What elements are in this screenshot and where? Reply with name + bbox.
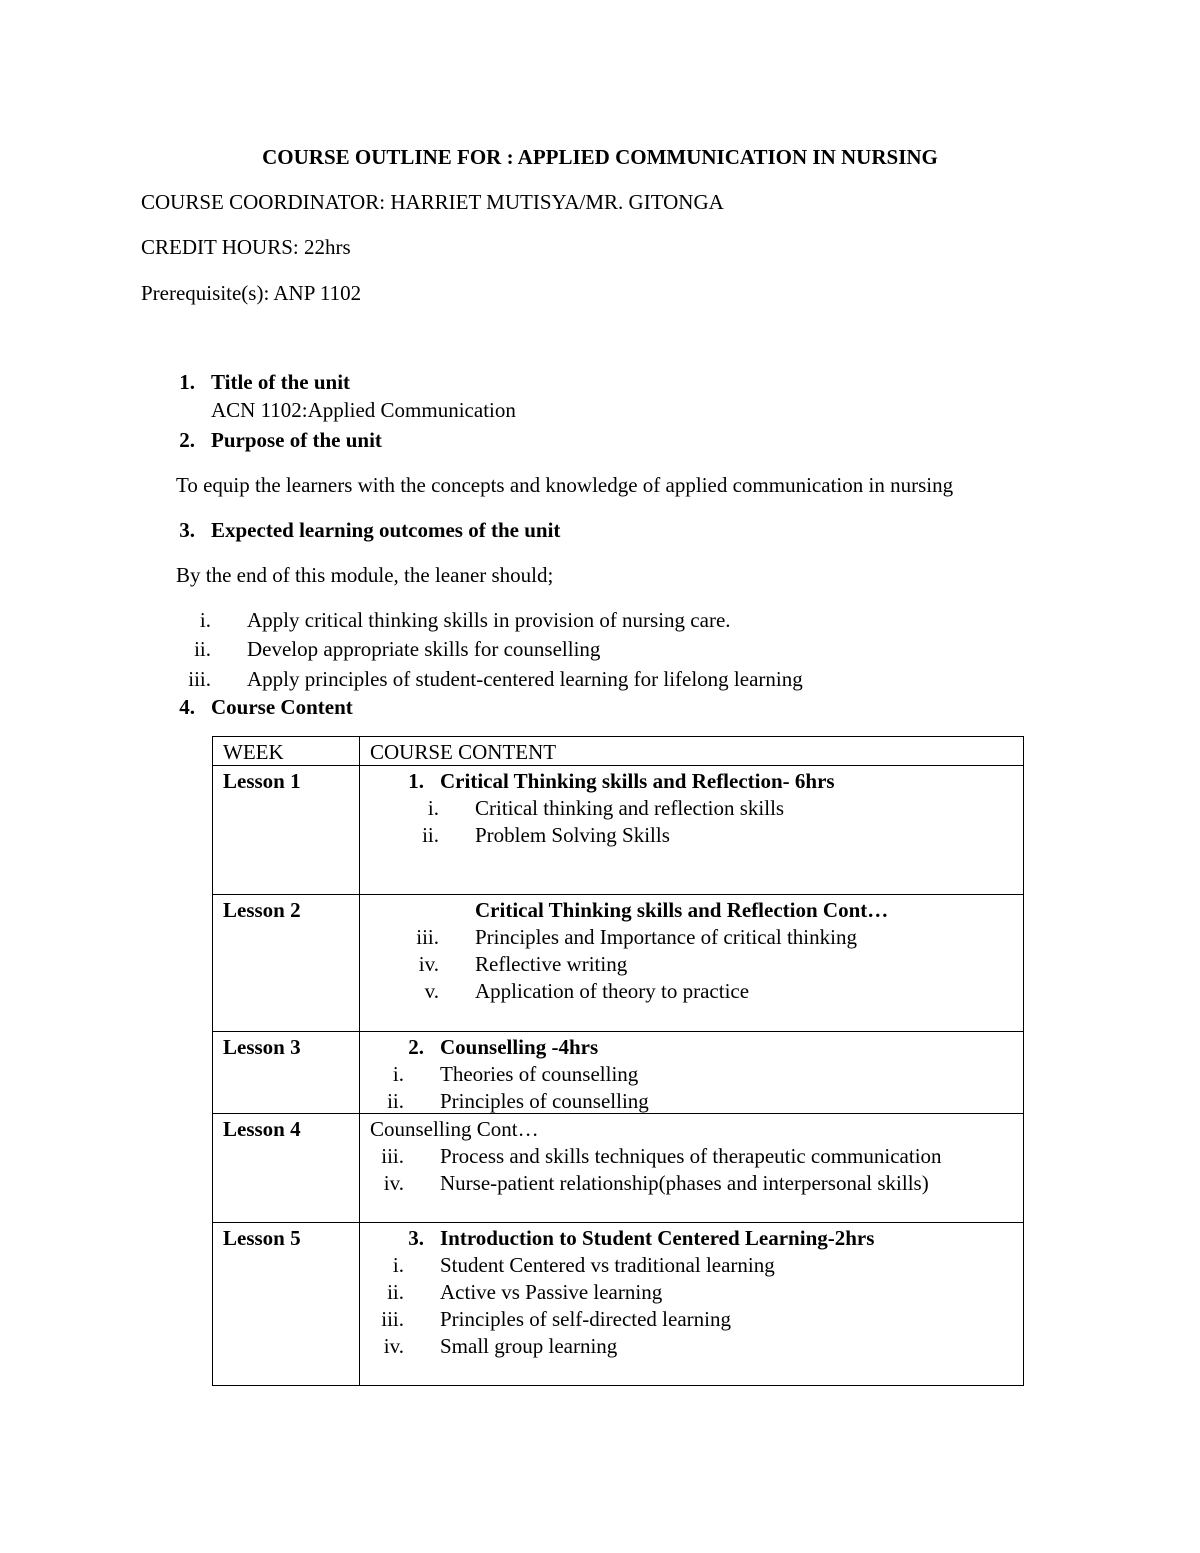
week-cell	[213, 1114, 360, 1223]
week-label: Lesson 3	[223, 1035, 301, 1059]
week-label: Lesson 4	[223, 1117, 301, 1141]
header-label: WEEK	[223, 740, 284, 764]
topic-number: 2.	[408, 1035, 424, 1059]
item-text: Critical thinking and reflection skills	[475, 796, 785, 820]
outcome-text: Apply critical thinking skills in provision of nursing care.	[247, 608, 731, 632]
item-text: Reflective writing	[475, 952, 628, 976]
content-cell	[360, 1223, 1024, 1386]
item-number: v.	[424, 979, 439, 1003]
topic-title: Counselling Cont…	[370, 1117, 539, 1141]
outcome-text: Develop appropriate skills for counselling	[247, 637, 601, 661]
section-number: 4.	[179, 695, 195, 719]
table-header-week	[213, 737, 360, 766]
topic-title: Introduction to Student Centered Learning-2hrs	[440, 1226, 875, 1250]
item-number: iv.	[383, 1334, 404, 1358]
table-header-row	[213, 737, 1024, 766]
outcome-number: iii.	[188, 667, 211, 691]
item-text: Principles and Importance of critical thinking	[475, 925, 857, 949]
item-text: Application of theory to practice	[475, 979, 750, 1003]
topic-title: Critical Thinking skills and Reflection Cont…	[475, 898, 889, 922]
content-cell	[360, 766, 1024, 895]
table-row	[213, 895, 1024, 1032]
topic-title: Critical Thinking skills and Reflection- 6hrs	[440, 769, 835, 793]
item-number: iii.	[416, 925, 439, 949]
outcome-number: i.	[199, 608, 211, 632]
item-number: iv.	[383, 1171, 404, 1195]
item-text: Problem Solving Skills	[475, 823, 670, 847]
section-body: By the end of this module, the leaner should;	[176, 563, 554, 587]
item-number: ii.	[422, 823, 439, 847]
week-label: Lesson 2	[223, 898, 301, 922]
content-cell	[360, 895, 1024, 1032]
item-text: Active vs Passive learning	[440, 1280, 663, 1304]
week-label: Lesson 5	[223, 1226, 301, 1250]
item-number: iv.	[418, 952, 439, 976]
item-text: Principles of self-directed learning	[440, 1307, 731, 1331]
section-heading: Course Content	[211, 695, 353, 719]
item-number: i.	[427, 796, 439, 820]
item-text: Small group learning	[440, 1334, 618, 1358]
prerequisite: Prerequisite(s): ANP 1102	[141, 281, 362, 305]
item-number: ii.	[387, 1280, 404, 1304]
table-row	[213, 1114, 1024, 1223]
item-text: Nurse-patient relationship(phases and interpersonal skills)	[440, 1171, 929, 1195]
table-row	[213, 1223, 1024, 1386]
week-cell	[213, 766, 360, 895]
course-coordinator: COURSE COORDINATOR: HARRIET MUTISYA/MR. GITONGA	[141, 190, 724, 214]
week-cell	[213, 1032, 360, 1114]
outcome-number: ii.	[194, 637, 211, 661]
item-text: Process and skills techniques of therapeutic communication	[440, 1144, 942, 1168]
week-cell	[213, 1223, 360, 1386]
content-cell	[360, 1114, 1024, 1223]
table-row	[213, 1032, 1024, 1114]
section-number: 3.	[179, 518, 195, 542]
item-number: i.	[392, 1062, 404, 1086]
outcome-text: Apply principles of student-centered learning for lifelong learning	[247, 667, 803, 691]
table-row	[213, 766, 1024, 895]
item-text: Student Centered vs traditional learning	[440, 1253, 775, 1277]
credit-hours: CREDIT HOURS: 22hrs	[141, 235, 351, 259]
item-number: ii.	[387, 1089, 404, 1113]
table-header-content	[360, 737, 1024, 766]
item-number: iii.	[381, 1144, 404, 1168]
section-heading: Expected learning outcomes of the unit	[211, 518, 561, 542]
item-text: Principles of counselling	[440, 1089, 649, 1113]
topic-number: 3.	[408, 1226, 424, 1250]
section-number: 1.	[179, 370, 195, 394]
section-number: 2.	[179, 428, 195, 452]
course-content-table	[212, 736, 1024, 1386]
section-heading: Title of the unit	[211, 370, 351, 394]
topic-title: Counselling -4hrs	[440, 1035, 599, 1059]
item-text: Theories of counselling	[440, 1062, 639, 1086]
week-label: Lesson 1	[223, 769, 301, 793]
section-body: ACN 1102:Applied Communication	[211, 398, 516, 422]
section-body: To equip the learners with the concepts and knowledge of applied communication in nursing	[176, 473, 954, 497]
document-title: COURSE OUTLINE FOR : APPLIED COMMUNICATION IN NURSING	[262, 145, 938, 169]
header-label: COURSE CONTENT	[370, 740, 557, 764]
week-cell	[213, 895, 360, 1032]
section-heading: Purpose of the unit	[211, 428, 382, 452]
content-cell	[360, 1032, 1024, 1114]
item-number: i.	[392, 1253, 404, 1277]
item-number: iii.	[381, 1307, 404, 1331]
topic-number: 1.	[408, 769, 424, 793]
